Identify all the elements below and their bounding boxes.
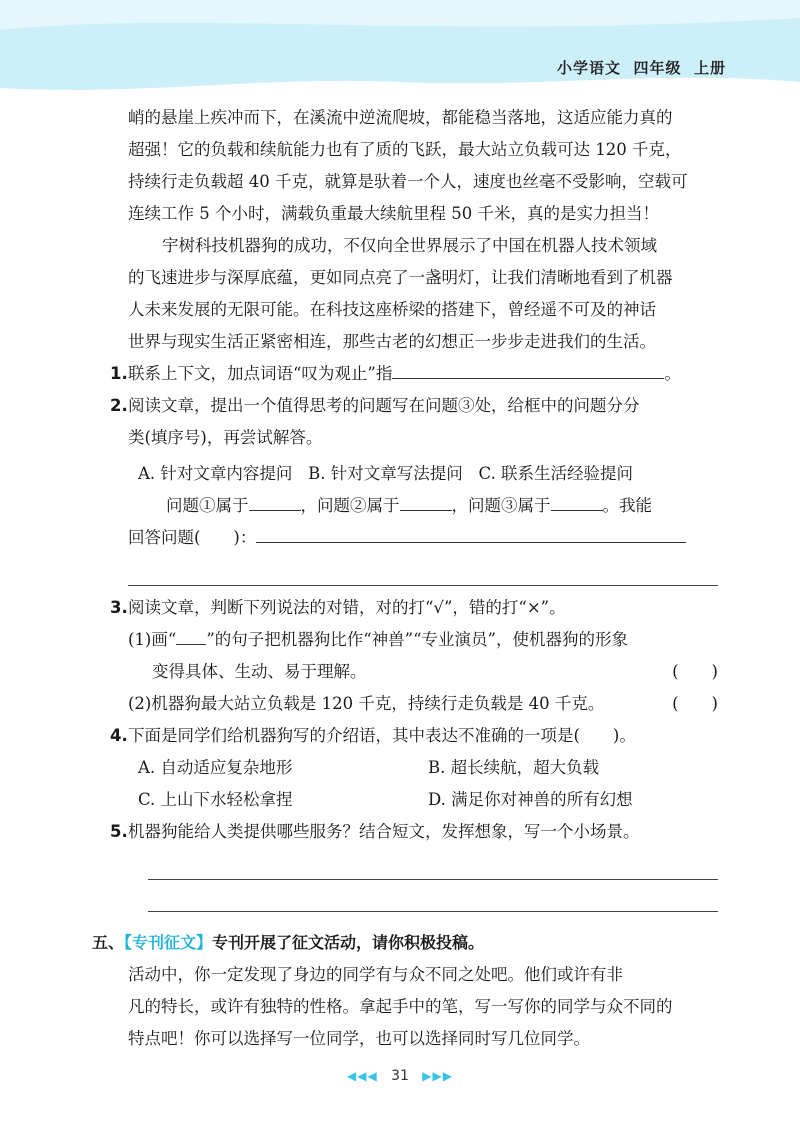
- header-subject: 小学语文: [557, 59, 622, 77]
- option-b[interactable]: B. 超长续航，超大负载: [428, 758, 600, 777]
- answer-paren[interactable]: ( ): [672, 662, 718, 681]
- passage-line: 持续行走负载超 40 千克，就算是驮着一个人，速度也丝毫不受影响，空载可: [128, 172, 688, 191]
- answer-paren[interactable]: ( ): [672, 694, 718, 713]
- answer-blank[interactable]: [400, 490, 452, 511]
- question-number: 1.: [110, 364, 128, 383]
- answer-line: [128, 522, 718, 554]
- header-title: [557, 57, 726, 78]
- answer-rule[interactable]: [128, 554, 718, 586]
- question-text: 阅读文章，提出一个值得思考的问题写在问题③处，给框中的问题分分: [128, 396, 640, 415]
- label: ”的句子把机器狗比作“神兽”“专业演员”，使机器狗的形象: [206, 630, 628, 649]
- option-row: [128, 458, 718, 490]
- page-footer: [0, 1068, 800, 1084]
- answer-blank[interactable]: [392, 358, 664, 379]
- question-text: 下面是同学们给机器狗写的介绍语，其中表达不准确的一项是( )。: [128, 726, 636, 745]
- section-line: 活动中，你一定发现了身边的同学有与众不同之处吧。他们或许有非: [128, 965, 623, 984]
- header-volume: 上册: [693, 59, 726, 77]
- judge-item-1-cont: [128, 656, 718, 688]
- arrow-right-icon: ▶▶▶: [422, 1069, 453, 1083]
- question-text: 联系上下文，加点词语“叹为观止”指: [128, 364, 393, 383]
- label: 变得具体、生动、易于理解。: [152, 662, 367, 681]
- passage-line: 世界与现实生活正紧密相连，那些古老的幻想正一步步走进我们的生活。: [128, 332, 656, 351]
- question-2: [110, 390, 718, 586]
- question-text: 机器狗能给人类提供哪些服务？结合短文，发挥想象，写一个小场景。: [128, 822, 640, 841]
- section-line: 凡的特长，或许有独特的性格。拿起手中的笔，写一写你的同学与众不同的: [128, 997, 673, 1016]
- label: ，问题②属于: [300, 496, 400, 515]
- question-end: 。: [664, 364, 681, 383]
- main-content: [110, 102, 718, 912]
- section-title: 专刊开展了征文活动，请你积极投稿。: [212, 933, 485, 952]
- question-number: 5.: [110, 822, 128, 841]
- passage-line: 宇树科技机器狗的成功，不仅向全世界展示了中国在机器人技术领域: [162, 236, 657, 255]
- judge-item-1: [128, 624, 718, 656]
- header-band: [0, 0, 800, 100]
- answer-rule[interactable]: [148, 848, 718, 880]
- label: 。我能: [602, 496, 652, 515]
- section-line: 特点吧！你可以选择写一位同学，也可以选择同时写几位同学。: [128, 1029, 590, 1048]
- header-grade: 四年级: [633, 59, 682, 77]
- answer-blank[interactable]: [249, 490, 301, 511]
- label: (2)机器狗最大站立负载是 120 千克，持续行走负载是 40 千克。: [128, 694, 605, 713]
- option-c: C. 联系生活经验提问: [478, 464, 634, 483]
- option-row: [128, 784, 718, 816]
- question-number: 2.: [110, 396, 128, 415]
- option-row: [128, 752, 718, 784]
- passage-line: 超强！它的负载和续航能力也有了质的飞跃，最大站立负载可达 120 千克，: [128, 140, 682, 159]
- label: (1)画“: [128, 630, 177, 649]
- question-number: 4.: [110, 726, 128, 745]
- question-number: 3.: [110, 598, 128, 617]
- answer-blank[interactable]: [551, 490, 603, 511]
- section-heading: [92, 927, 718, 959]
- judge-item-2: [128, 688, 718, 720]
- passage-line: 人未来发展的无限可能。在科技这座桥梁的搭建下，曾经遥不可及的神话: [128, 300, 656, 319]
- passage-line: 的飞速进步与深厚底蕴，更如同点亮了一盏明灯，让我们清晰地看到了机器: [128, 268, 673, 287]
- passage-line: 峭的悬崖上疾冲而下，在溪流中逆流爬坡，都能稳当落地，这适应能力真的: [128, 108, 673, 127]
- label: 问题①属于: [166, 496, 249, 515]
- option-c[interactable]: C. 上山下水轻松拿捏: [138, 790, 293, 809]
- section-number: 五、: [92, 933, 125, 952]
- arrow-left-icon: ◀◀◀: [347, 1069, 378, 1083]
- option-d[interactable]: D. 满足你对神兽的所有幻想: [428, 790, 633, 809]
- section-tag: 【专刊征文】: [124, 933, 213, 952]
- answer-rule[interactable]: [148, 880, 718, 912]
- option-b: B. 针对文章写法提问: [308, 464, 463, 483]
- classification-line: [128, 490, 718, 522]
- section-5: [92, 927, 718, 1055]
- label: 回答问题( )：: [128, 528, 257, 547]
- passage-line: 连续工作 5 个小时，满载负重最大续航里程 50 千米，真的是实力担当！: [128, 204, 659, 223]
- question-text: 阅读文章，判断下列说法的对错，对的打“√”，错的打“×”。: [128, 598, 566, 617]
- option-a: A. 针对文章内容提问: [138, 464, 293, 483]
- underline-sample: [176, 630, 206, 645]
- question-1: [110, 358, 718, 390]
- page-number: 31: [391, 1068, 409, 1084]
- option-a[interactable]: A. 自动适应复杂地形: [138, 758, 293, 777]
- answer-blank[interactable]: [256, 522, 686, 543]
- question-5: [110, 816, 718, 912]
- question-text: 类(填序号)，再尝试解答。: [128, 428, 323, 447]
- passage-paragraph-1: [128, 102, 718, 230]
- label: ，问题③属于: [451, 496, 551, 515]
- passage-paragraph-2: [128, 230, 718, 358]
- question-4: [110, 720, 718, 816]
- question-3: [110, 592, 718, 720]
